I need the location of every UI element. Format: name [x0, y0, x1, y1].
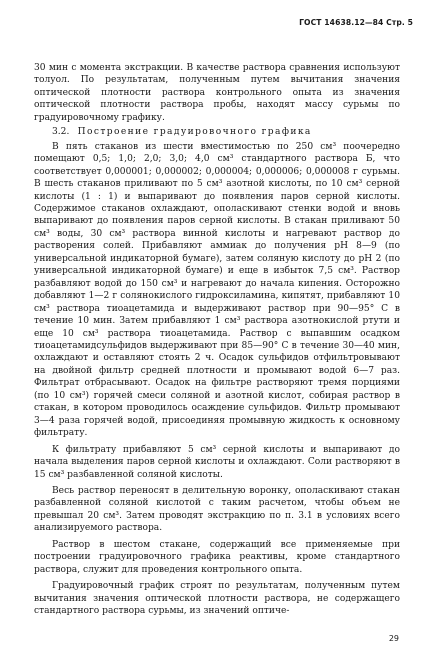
- paragraph-filtrate: К фильтрату прибавляют 5 см³ серной кислоты и выпаривают до начала выделения паров серной кислоты и охлаждают. Соли растворяют в 15 см³ разбавленной соляной кислоты.: [34, 444, 400, 480]
- section-number: 3.2.: [52, 127, 70, 138]
- paragraph-continuation: 30 мин с момента экстракции. В качестве раствора сравнения используют толуол. По результатам, полученным путем вычитания значения оптической плотности раствора контрольного опыта из значения оптической плотности раствора пробы, находят массу сурьмы по градуировочному графику.: [34, 63, 400, 123]
- section-title: Построение градуировочного графика: [77, 127, 312, 138]
- section-heading: [34, 126, 400, 138]
- document-body: [34, 62, 400, 617]
- paragraph-extraction: Весь раствор переносят в делительную воронку, ополаскивают стакан разбавленной соляной кислотой с таким расчетом, чтобы объем не превышал 20 см³. Затем проводят экстракцию по п. 3.1 в условиях всего анализируемого раствора.: [34, 485, 400, 534]
- page-header: ГОСТ 14638.12—84 Стр. 5: [299, 18, 413, 27]
- paragraph-graph: Градуировочный график строят по результатам, полученным путем вычитания значения оптической плотности раствора, не содержащего стандартного раствора сурьмы, из значений оптиче-: [34, 581, 400, 617]
- paragraph-control: Раствор в шестом стакане, содержащий все применяемые при построении градуировочного графика реактивы, кроме стандартного раствора, служит для проведения контрольного опыта.: [34, 539, 400, 575]
- page-number: 29: [388, 634, 399, 643]
- paragraph-procedure: В пять стаканов из шести вместимостью по 250 см³ поочередно помещают 0,5; 1,0; 2,0; 3,0; 4,0 см³ стандартного раствора Б, что соответствует 0,000001; 0,000002; 0,000004; 0,000006; 0,000008 г сурьмы. В шесть стаканов приливают по 5 см³ азотной кислоты, по 10 см³ серной кислоты (1 : 1) и выпаривают до появления паров серной кислоты. Содержимое стаканов охлаждают, ополаскивают стенки водой и вновь выпаривают до появления паров серной кислоты. В стакан приливают 50 см³ воды, 30 см³ раствора винной кислоты и нагревают раствор до растворения солей. Прибавляют аммиак до получения pH 8—9 (по универсальной индикаторной бумаге), затем соляную кислоту до pH 2 (по универсальной индикаторной бумаге) и еще в избыток 7,5 см³. Раствор разбавляют водой до 150 см³ и нагревают до начала кипения. Осторожно добавляют 1—2 г солянокислого гидроксиламина, кипятят, прибавляют 10 см³ раствора тиоацетамида и выдерживают раствор при 90—95° С в течение 10 мин. Затем прибавляют 1 см³ раствора азотнокислой ртути и еще 10 см³ раствора тиоацетамида. Раствор с выпавшим осадком тиоацетамидсульфидов выдерживают при 85—90° С в течение 30—40 мин, охлаждают и оставляют стоять 2 ч. Осадок сульфидов отфильтровывают на двойной фильтр средней плотности и промывают водой 6—7 раз. Фильтрат отбрасывают. Осадок на фильтре растворяют тремя порциями (по 10 см³) горячей смеси соляной и азотной кислот, собирая раствор в стакан, в котором проводилось осаждение сульфидов. Фильтр промывают 3—4 раза горячей водой, присоединяя промывную жидкость к основному фильтрату.: [34, 141, 400, 439]
